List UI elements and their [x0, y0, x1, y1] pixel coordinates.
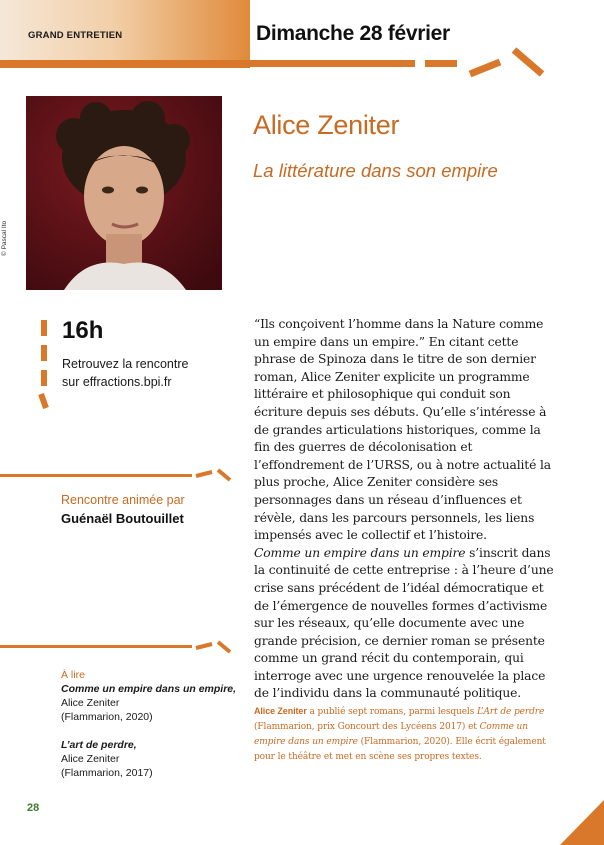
article-paragraph: “Ils conçoivent l’homme dans la Nature comme un empire dans un empire.” En citant cette phrase de Spinoza dans le titre de son dernier roman, Alice Zeniter explicite un programme littéraire et philosophique qui conduit son écriture depuis ses débuts. Qu’elle s’intéresse à de grandes articulations historiques, comme la fin des guerres de décolonisation et l’effondrement de l’URSS, ou à notre actualité la plus proche, Alice Zeniter considère ses personnages dans un réseau d’influences et révèle, dans les parcours personnels, les liens impensés avec le collectif et l’histoire. — [254, 317, 551, 543]
reading-label: À lire — [61, 669, 85, 681]
corner-decoration — [560, 800, 604, 845]
event-time: 16h — [62, 317, 104, 344]
bio-name: Alice Zeniter — [254, 706, 307, 716]
vertical-dash — [41, 345, 47, 361]
host-name: Guénaël Boutouillet — [61, 511, 184, 526]
separator-end — [192, 636, 232, 656]
section-label: GRAND ENTRETIEN — [28, 30, 123, 41]
author-bio — [254, 704, 558, 765]
header-dash-decoration — [462, 44, 552, 78]
vertical-dash — [41, 320, 47, 336]
reading-list — [61, 668, 236, 780]
header-rule — [250, 60, 415, 67]
article-body — [254, 316, 556, 703]
bio-text: a publié sept romans, parmi lesquels — [306, 707, 477, 717]
bio-text: (Flammarion, prix Goncourt des Lycéens 2017) et — [254, 722, 480, 732]
article-paragraph — [254, 545, 556, 703]
book-publisher: (Flammarion, 2020) — [61, 711, 153, 723]
page-number: 28 — [27, 802, 40, 814]
book-title: Comme un empire dans un empire, — [61, 683, 237, 695]
book-author: Alice Zeniter — [61, 753, 120, 765]
article-text: s’inscrit dans la continuité de cette entreprise : à l’heure d’une crise sans précédent de l’idéal démocratique et de l’émergence de nouvelles formes d’activisme sur les réseaux, qu’elle documente avec une grande précision, ce dernier roman se présente comme un grand récit du contemporain, qui interroge avec une urgence renouvelée la place de l’individu dans la communauté politique. — [254, 545, 554, 701]
separator — [0, 645, 192, 648]
separator — [0, 474, 192, 477]
header-dash — [425, 60, 457, 67]
event-info-link[interactable]: sur effractions.bpi.fr — [62, 375, 172, 389]
bio-text: (Flammarion, 2020). Elle écrit également pour le théâtre et met en scène ses propres textes. — [254, 737, 546, 762]
vertical-dash — [41, 370, 47, 386]
vertical-dash-end — [36, 392, 52, 412]
book-publisher: (Flammarion, 2017) — [61, 767, 153, 779]
page-title: Alice Zeniter — [253, 110, 400, 140]
event-info-line1: Retrouvez la rencontre — [62, 357, 189, 371]
book-author: Alice Zeniter — [61, 697, 120, 709]
bio-book: Comme un empire dans un empire — [254, 722, 528, 747]
bio-book: L’Art de perdre — [476, 707, 545, 717]
separator-end — [192, 464, 232, 484]
host-label: Rencontre animée par — [61, 493, 185, 507]
book-title: L’art de perdre, — [61, 739, 137, 751]
author-photo — [26, 96, 222, 290]
book-title-inline: Comme un empire dans un empire — [254, 545, 466, 560]
header-rule-left — [0, 60, 250, 68]
event-date: Dimanche 28 février — [256, 22, 450, 45]
page-subtitle: La littérature dans son empire — [253, 160, 498, 181]
photo-credit: © Pascal Ito — [1, 220, 8, 256]
